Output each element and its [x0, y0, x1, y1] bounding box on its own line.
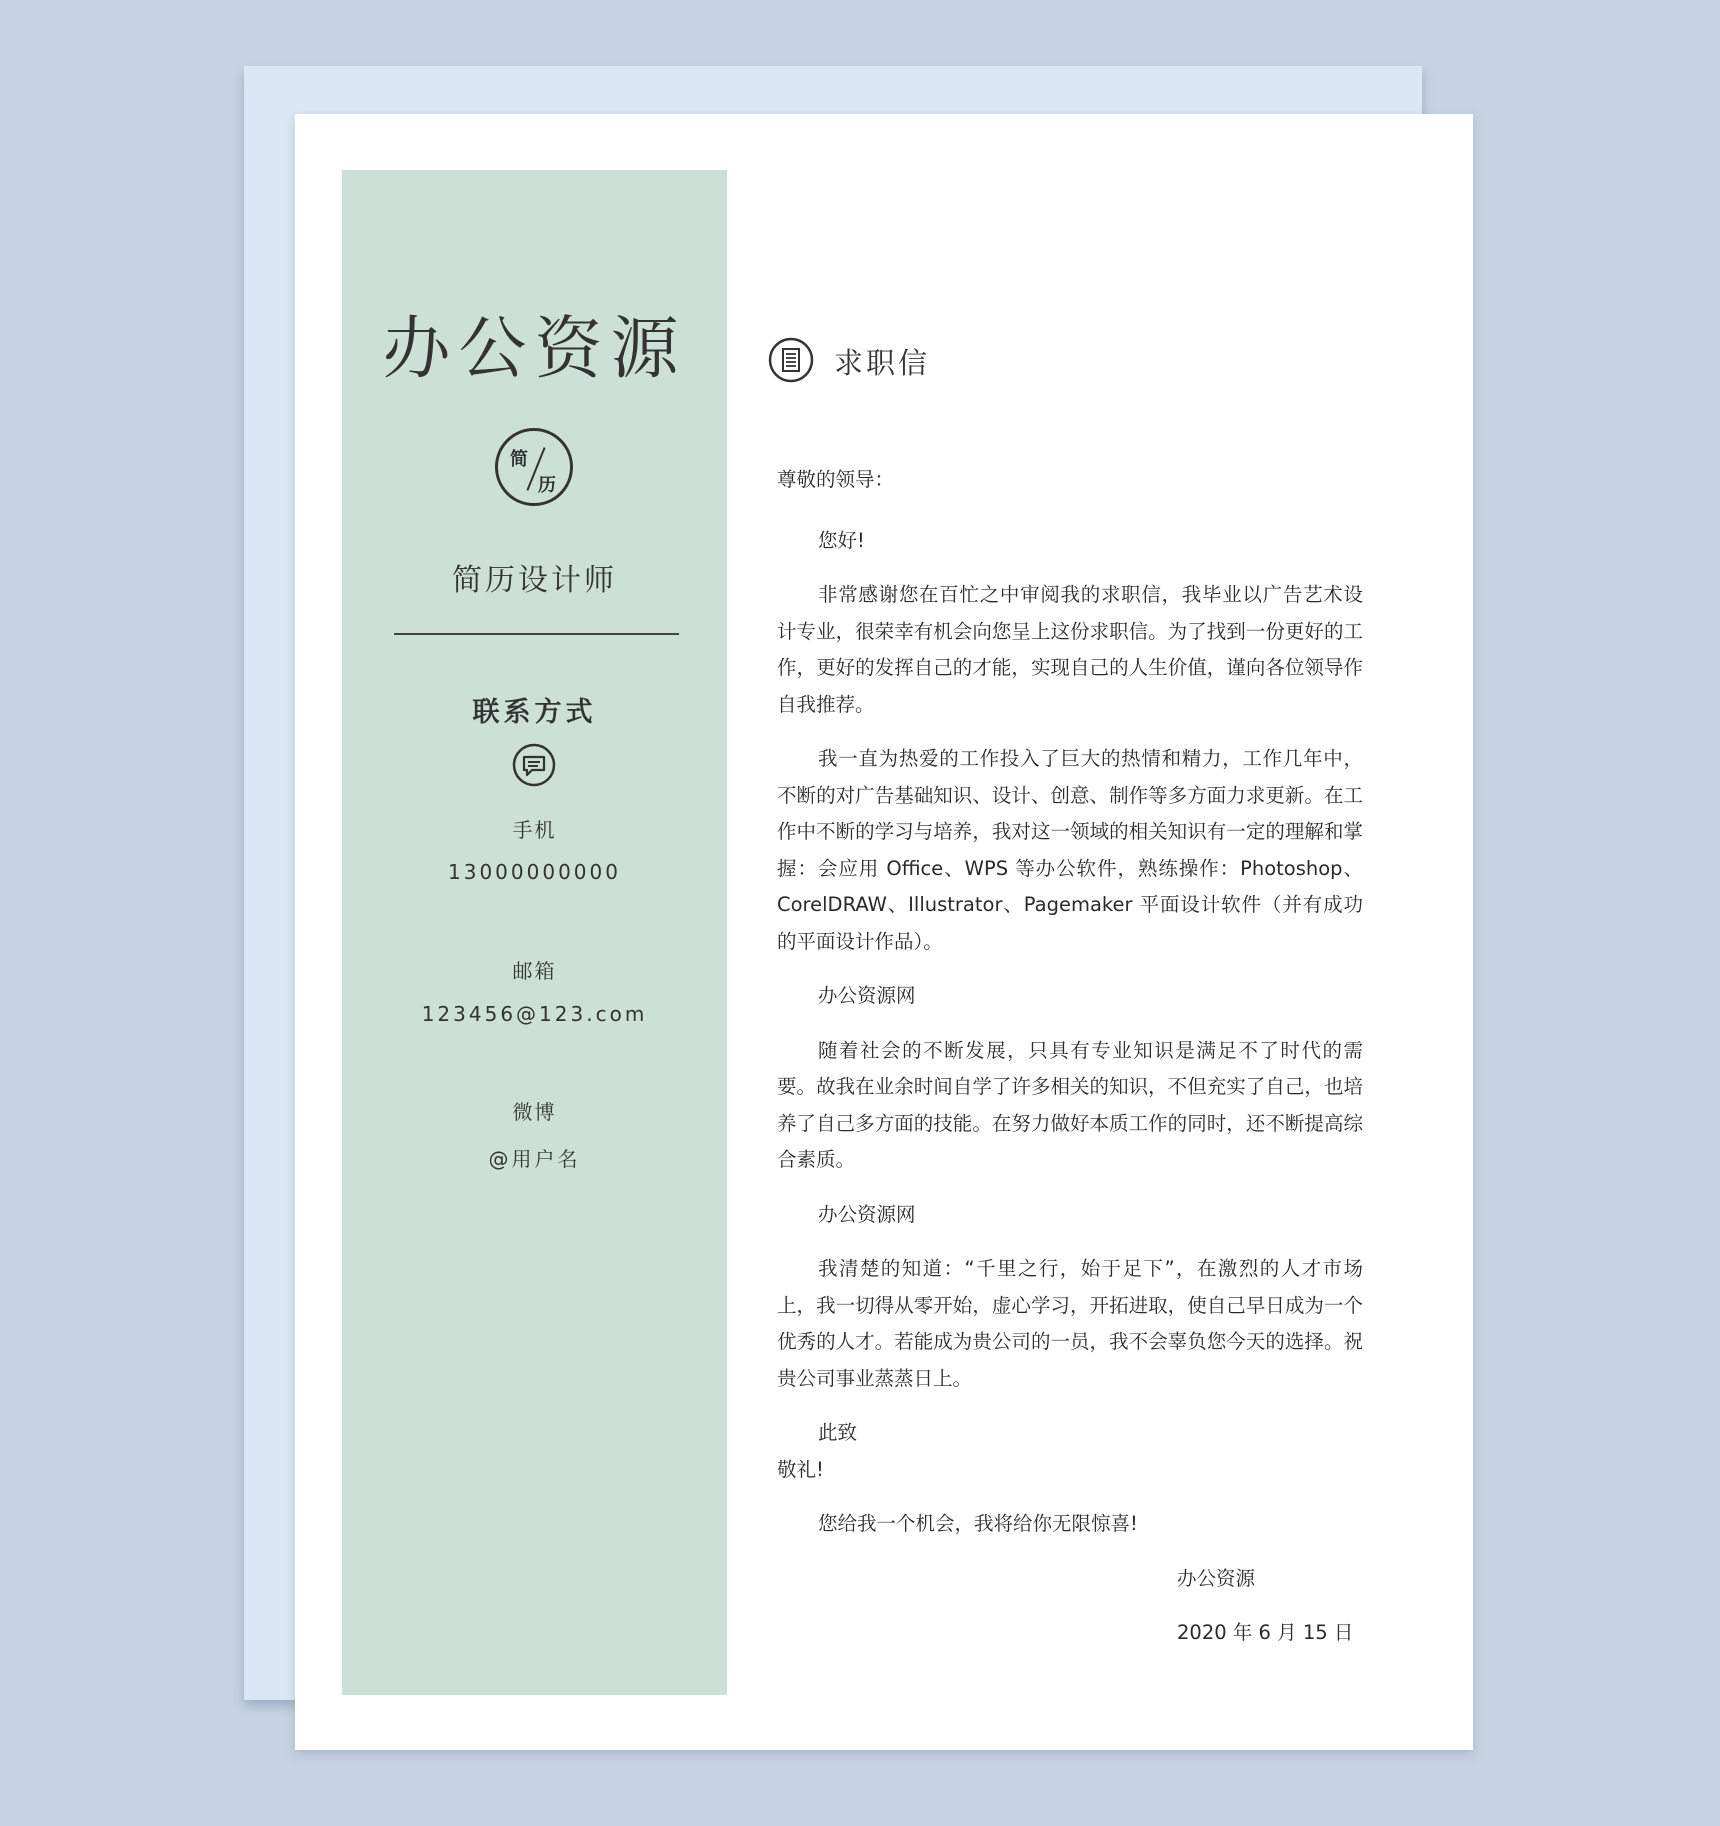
chat-icon — [512, 743, 556, 787]
letter-paragraph-3: 办公资源网 — [818, 984, 916, 1007]
letter-paragraph-1: 非常感谢您在百忙之中审阅我的求职信，我毕业以广告艺术设计专业，很荣幸有机会向您呈上这份求职信。为了找到一份更好的工作，更好的发挥自己的才能，实现自己的人生价值，谨向各位领导作自我推荐。 — [777, 583, 1363, 716]
letter-paragraph-2: 我一直为热爱的工作投入了巨大的热情和精力，工作几年中，不断的对广告基础知识、设计、创意、制作等多方面力求更新。在工作中不断的学习与培养，我对这一领域的相关知识有一定的理解和掌握：会应用 Office、WPS 等办公软件，熟练操作：Photoshop、CorelDRAW、Illustrator、Pagemaker 平面设计软件（并有成功的平面设计作品）。 — [777, 747, 1363, 953]
badge-top-char: 简 — [510, 449, 528, 470]
closing-2: 敬礼! — [777, 1457, 824, 1481]
contact-title: 联系方式 — [472, 697, 597, 728]
contact-phone-label: 手机 — [512, 818, 557, 842]
greeting: 您好! — [818, 528, 865, 552]
badge-bottom-char: 历 — [538, 475, 556, 496]
letter-heading: 求职信 — [834, 346, 931, 380]
sidebar-divider — [394, 633, 679, 635]
contact-phone-value: 13000000000 — [448, 860, 621, 884]
contact-email-label: 邮箱 — [512, 959, 557, 983]
cover-letter-body — [777, 462, 1363, 1644]
sidebar — [342, 170, 727, 1695]
contact-weibo-label: 微博 — [512, 1100, 557, 1124]
closing-1: 此致 — [818, 1421, 858, 1444]
document-icon — [768, 337, 814, 383]
salutation: 尊敬的领导： — [777, 468, 895, 491]
signature: 办公资源 — [1177, 1566, 1256, 1590]
letter-date: 2020 年 6 月 15 日 — [1177, 1621, 1354, 1644]
job-role: 简历设计师 — [452, 563, 617, 598]
letter-paragraph-5: 办公资源网 — [818, 1202, 916, 1226]
resume-badge-icon — [495, 428, 573, 506]
letter-paragraph-4: 随着社会的不断发展，只具有专业知识是满足不了时代的需要。故我在业余时间自学了许多相关的知识，不但充实了自己，也培养了自己多方面的技能。在努力做好本质工作的同时，还不断提高综合素质。 — [777, 1038, 1363, 1171]
contact-email-value: 123456@123.com — [421, 1002, 648, 1026]
resume-name: 办公资源 — [382, 310, 687, 389]
contact-weibo-value: @用户名 — [488, 1147, 581, 1171]
letter-paragraph-6: 我清楚的知道：“千里之行，始于足下”，在激烈的人才市场上，我一切得从零开始，虚心学习，开拓进取，使自己早日成为一个优秀的人才。若能成为贵公司的一员，我不会辜负您今天的选择。祝贵公司事业蒸蒸日上。 — [777, 1257, 1363, 1390]
final-line: 您给我一个机会，我将给你无限惊喜! — [818, 1512, 1138, 1535]
